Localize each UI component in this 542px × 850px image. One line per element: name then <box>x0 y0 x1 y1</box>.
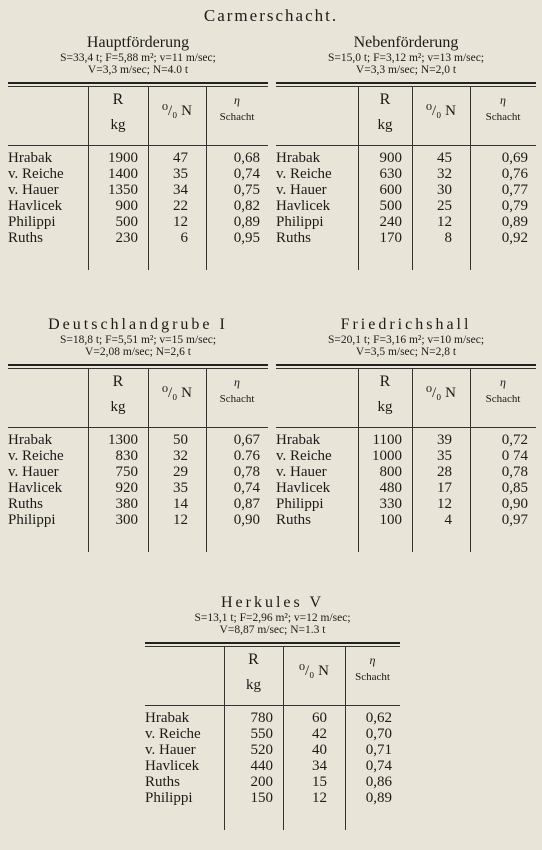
row-n-percent: 50 <box>173 432 188 448</box>
table-header <box>145 647 400 706</box>
table-row <box>276 166 536 182</box>
row-eta: 0,97 <box>501 512 528 528</box>
table-body <box>8 428 268 552</box>
row-n-percent: 35 <box>173 480 188 496</box>
row-n-percent: 22 <box>173 198 188 214</box>
row-n-percent: 35 <box>173 166 188 182</box>
table-row <box>276 150 536 166</box>
table-row <box>145 710 400 726</box>
divider-thick <box>276 364 536 366</box>
section-title: Deutschlandgrube I <box>48 316 228 333</box>
row-name: Havlicek <box>8 198 63 214</box>
row-name: Hrabak <box>145 710 190 726</box>
table-rows <box>145 710 400 806</box>
header-percent-n: ⁰/₀ N <box>426 103 456 119</box>
row-eta: 0,77 <box>501 182 528 198</box>
row-r-value: 550 <box>250 726 273 742</box>
table-rows <box>276 432 536 528</box>
row-n-percent: 14 <box>173 496 188 512</box>
row-name: Hrabak <box>8 432 53 448</box>
row-n-percent: 8 <box>444 230 452 246</box>
table-row <box>8 198 268 214</box>
divider-thick <box>8 82 268 84</box>
row-r-value: 170 <box>379 230 402 246</box>
table-row <box>8 182 268 198</box>
header-schacht: Schacht <box>219 393 255 405</box>
header-r: R <box>112 373 124 390</box>
row-eta: 0,89 <box>233 214 260 230</box>
table-body <box>276 428 536 552</box>
row-r-value: 520 <box>250 742 273 758</box>
table-row <box>8 432 268 448</box>
table-row <box>145 742 400 758</box>
row-n-percent: 29 <box>173 464 188 480</box>
section-params-line: V=3,5 m/sec; N=2,8 t <box>355 346 457 358</box>
row-r-value: 150 <box>250 790 273 806</box>
table-row <box>276 464 536 480</box>
row-name: Ruths <box>8 496 44 512</box>
table-header <box>276 369 536 428</box>
row-name: Havlicek <box>145 758 200 774</box>
table-body <box>276 146 536 270</box>
header-schacht: Schacht <box>485 393 521 405</box>
row-n-percent: 12 <box>437 496 452 512</box>
row-n-percent: 45 <box>437 150 452 166</box>
table-header <box>276 87 536 146</box>
row-name: Philippi <box>8 214 56 230</box>
row-eta: 0,71 <box>365 742 392 758</box>
table-row <box>145 726 400 742</box>
divider-thick <box>276 82 536 84</box>
row-name: v. Reiche <box>8 166 64 182</box>
section-params-line: S=15,0 t; F=3,12 m²; v=13 m/sec; <box>327 52 485 64</box>
row-n-percent: 60 <box>312 710 327 726</box>
row-eta: 0,78 <box>501 464 528 480</box>
header-eta: η <box>500 93 506 107</box>
row-r-value: 920 <box>115 480 138 496</box>
header-kg: kg <box>110 117 126 133</box>
row-r-value: 900 <box>379 150 402 166</box>
row-n-percent: 25 <box>437 198 452 214</box>
header-eta: η <box>234 375 240 389</box>
row-n-percent: 34 <box>173 182 188 198</box>
header-eta: η <box>234 93 240 107</box>
header-eta: η <box>500 375 506 389</box>
row-name: Havlicek <box>276 198 331 214</box>
header-r: R <box>379 91 391 108</box>
row-n-percent: 39 <box>437 432 452 448</box>
divider-thick <box>145 642 400 644</box>
row-name: Ruths <box>276 512 312 528</box>
row-name: v. Hauer <box>8 464 59 480</box>
header-kg: kg <box>110 399 126 415</box>
row-n-percent: 32 <box>173 448 188 464</box>
header-percent-n: ⁰/₀ N <box>162 103 192 119</box>
row-name: Havlicek <box>8 480 63 496</box>
table-row <box>8 214 268 230</box>
section-title: Friedrichshall <box>340 316 472 333</box>
row-eta: 0,90 <box>501 496 528 512</box>
row-name: v. Hauer <box>8 182 59 198</box>
table-row <box>276 432 536 448</box>
row-r-value: 1350 <box>108 182 138 198</box>
page-title: Carmerschacht. <box>203 6 339 25</box>
row-name: Ruths <box>8 230 44 246</box>
table-row <box>145 790 400 806</box>
row-eta: 0,95 <box>233 230 260 246</box>
divider-thick <box>8 364 268 366</box>
row-name: Ruths <box>145 774 181 790</box>
row-r-value: 1400 <box>108 166 138 182</box>
section-params-line: V=8,87 m/sec; N=1.3 t <box>219 624 326 636</box>
row-r-value: 600 <box>379 182 402 198</box>
row-n-percent: 30 <box>437 182 452 198</box>
row-r-value: 780 <box>250 710 273 726</box>
row-eta: 0,90 <box>233 512 260 528</box>
row-n-percent: 12 <box>437 214 452 230</box>
row-r-value: 230 <box>115 230 138 246</box>
row-n-percent: 17 <box>437 480 452 496</box>
row-eta: 0,70 <box>365 726 392 742</box>
row-r-value: 440 <box>250 758 273 774</box>
table-header <box>8 87 268 146</box>
row-r-value: 1100 <box>372 432 402 448</box>
table-row <box>8 464 268 480</box>
row-n-percent: 35 <box>437 448 452 464</box>
row-r-value: 380 <box>115 496 138 512</box>
header-kg: kg <box>246 677 261 693</box>
row-name: Philippi <box>276 214 324 230</box>
row-name: Hrabak <box>8 150 53 166</box>
section-params-line: S=13,1 t; F=2,96 m²; v=12 m/sec; <box>194 612 351 624</box>
row-eta: 0,72 <box>501 432 528 448</box>
row-eta: 0,87 <box>233 496 260 512</box>
row-eta: 0 74 <box>501 448 528 464</box>
header-r: R <box>112 91 124 108</box>
row-r-value: 900 <box>115 198 138 214</box>
row-eta: 0,75 <box>233 182 260 198</box>
row-name: Hrabak <box>276 150 321 166</box>
table-section-friedrichshall <box>276 316 536 552</box>
row-n-percent: 12 <box>173 512 188 528</box>
table-body <box>145 706 400 830</box>
table-row <box>8 166 268 182</box>
row-r-value: 480 <box>379 480 402 496</box>
section-params-line: V=2,08 m/sec; N=2,6 t <box>85 346 191 358</box>
row-eta: 0,86 <box>365 774 392 790</box>
row-n-percent: 4 <box>444 512 452 528</box>
table-rows <box>8 432 268 528</box>
table-row <box>276 182 536 198</box>
row-eta: 0,68 <box>233 150 260 166</box>
row-r-value: 830 <box>115 448 138 464</box>
row-eta: 0,78 <box>233 464 260 480</box>
table-row <box>8 496 268 512</box>
row-name: v. Reiche <box>8 448 64 464</box>
table-row <box>276 512 536 528</box>
row-n-percent: 47 <box>173 150 188 166</box>
row-r-value: 500 <box>379 198 402 214</box>
row-r-value: 240 <box>379 214 402 230</box>
row-eta: 0,69 <box>501 150 528 166</box>
table-row <box>276 198 536 214</box>
row-r-value: 300 <box>115 512 138 528</box>
row-eta: 0,85 <box>501 480 528 496</box>
row-name: Philippi <box>276 496 324 512</box>
table-section-herkules <box>145 594 400 830</box>
table-section-nebenfoerderung <box>276 34 536 270</box>
row-name: v. Reiche <box>145 726 201 742</box>
header-percent-n: ⁰/₀ N <box>162 385 192 401</box>
table-row <box>276 214 536 230</box>
table-body <box>8 146 268 270</box>
section-title: Nebenförderung <box>353 34 459 51</box>
section-params-line: S=20,1 t; F=3,16 m²; v=10 m/sec; <box>327 334 485 346</box>
row-r-value: 800 <box>379 464 402 480</box>
row-name: Philippi <box>145 790 193 806</box>
table-section-hauptfoerderung <box>8 34 268 270</box>
row-eta: 0,76 <box>501 166 528 182</box>
row-n-percent: 34 <box>312 758 327 774</box>
table-row <box>276 448 536 464</box>
row-r-value: 100 <box>379 512 402 528</box>
header-kg: kg <box>377 399 393 415</box>
table-rows <box>8 150 268 246</box>
section-params-line: S=33,4 t; F=5,88 m²; v=11 m/sec; <box>60 52 216 64</box>
row-r-value: 500 <box>115 214 138 230</box>
row-r-value: 1300 <box>108 432 138 448</box>
row-n-percent: 12 <box>173 214 188 230</box>
row-eta: 0,74 <box>233 166 260 182</box>
section-params-line: S=18,8 t; F=5,51 m²; v=15 m/sec; <box>59 334 217 346</box>
row-n-percent: 40 <box>312 742 327 758</box>
row-r-value: 330 <box>379 496 402 512</box>
row-n-percent: 32 <box>437 166 452 182</box>
header-eta: η <box>369 653 376 667</box>
row-n-percent: 6 <box>180 230 188 246</box>
row-n-percent: 42 <box>312 726 327 742</box>
section-params-line: V=3,3 m/sec; N=4.0 t <box>87 64 189 76</box>
row-eta: 0,62 <box>365 710 392 726</box>
row-r-value: 750 <box>115 464 138 480</box>
row-name: v. Reiche <box>276 448 332 464</box>
header-schacht: Schacht <box>355 671 390 683</box>
row-n-percent: 28 <box>437 464 452 480</box>
row-r-value: 1900 <box>108 150 138 166</box>
row-r-value: 200 <box>250 774 273 790</box>
row-name: Philippi <box>8 512 56 528</box>
section-title: Hauptförderung <box>86 34 190 51</box>
row-eta: 0,89 <box>365 790 392 806</box>
row-eta: 0,82 <box>233 198 260 214</box>
section-params-line: V=3,3 m/sec; N=2,0 t <box>355 64 457 76</box>
header-schacht: Schacht <box>485 111 521 123</box>
table-row <box>8 480 268 496</box>
row-eta: 0,67 <box>233 432 260 448</box>
table-row <box>8 512 268 528</box>
header-kg: kg <box>377 117 393 133</box>
row-name: v. Hauer <box>145 742 196 758</box>
table-section-deutschlandgrube <box>8 316 268 552</box>
row-r-value: 1000 <box>372 448 402 464</box>
row-name: Hrabak <box>276 432 321 448</box>
table-row <box>145 774 400 790</box>
header-r: R <box>248 651 259 668</box>
row-n-percent: 15 <box>312 774 327 790</box>
header-r: R <box>379 373 391 390</box>
row-name: Ruths <box>276 230 312 246</box>
table-row <box>8 230 268 246</box>
row-name: v. Hauer <box>276 182 327 198</box>
row-n-percent: 12 <box>312 790 327 806</box>
row-name: Havlicek <box>276 480 331 496</box>
row-eta: 0,74 <box>233 480 260 496</box>
table-row <box>276 480 536 496</box>
row-eta: 0,89 <box>501 214 528 230</box>
row-eta: 0,79 <box>501 198 528 214</box>
table-header <box>8 369 268 428</box>
table-row <box>276 230 536 246</box>
table-row <box>145 758 400 774</box>
table-rows <box>276 150 536 246</box>
table-row <box>8 448 268 464</box>
table-row <box>276 496 536 512</box>
header-percent-n: ⁰/₀ N <box>426 385 456 401</box>
row-eta: 0,74 <box>365 758 392 774</box>
row-eta: 0.76 <box>233 448 260 464</box>
section-title: Herkules V <box>220 594 325 611</box>
row-eta: 0,92 <box>501 230 528 246</box>
table-row <box>8 150 268 166</box>
row-r-value: 630 <box>379 166 402 182</box>
header-percent-n: ⁰/₀ N <box>299 663 329 679</box>
row-name: v. Reiche <box>276 166 332 182</box>
header-schacht: Schacht <box>219 111 255 123</box>
row-name: v. Hauer <box>276 464 327 480</box>
